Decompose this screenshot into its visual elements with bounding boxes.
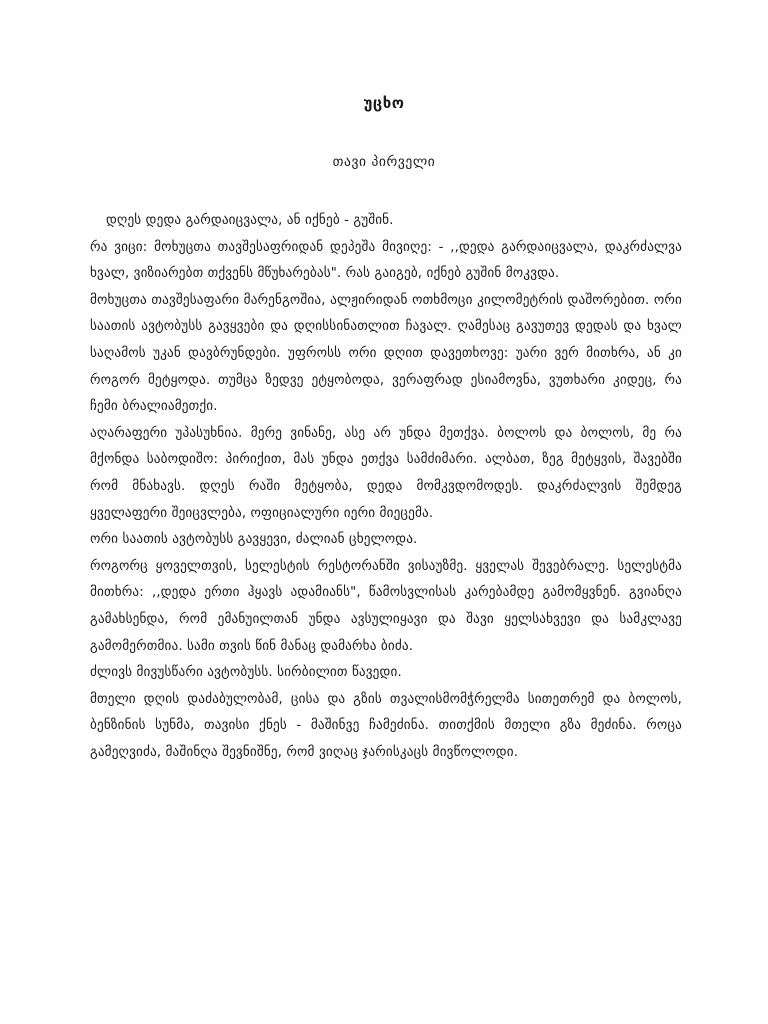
paragraph: როგორც ყოველთვის, სელესტის რესტორანში ვისაუზმე. ყველას შევებრალე. სელესტმა მითხრა: ,,დედა ერთი ჰყავს ადამიანს", წამოსვლისას კარებამდე გამომყვნენ. გვიანღა გამახსენდა, რომ ემანუილთან უნდა ავსულიყავი და შავი ყელსახვევი და სამკლავე გამომერთმია. სამი თვის წინ მანაც დამარხა ბიძა.	[90, 558, 682, 654]
paragraph: ორი საათის ავტობუსს გავყევი, ძალიან ცხელოდა.	[90, 532, 418, 548]
paragraph: ძლივს მივუსწარი ავტობუსს. სირბილით წავედი.	[90, 665, 402, 681]
paragraph: აღარაფერი უპასუხნია. მერე ვინანე, ასე არ უნდა მეთქვა. ბოლოს და ბოლოს, მე რა მქონდა საბოდიშო: პირიქით, მას უნდა ეთქვა სამძიმარი. ალბათ, ზეგ მეტყვის, შავებში რომ მნახავს. დღეს რაში მეტყობა, დედა მომკვდომოდეს. დაკრძალვის შემდეგ ყველაფერი შეიცვლება, ოფიციალური იერი მიეცემა.	[90, 425, 682, 521]
paragraph: რა ვიცი: მოხუცთა თავშესაფრიდან დეპეშა მივიღე: - ,,დედა გარდაიცვალა, დაკრძალვა ხვალ, ვიზიარებთ თქვენს მწუხარებას". რას გაიგებ, იქნებ გუშინ მოკვდა.	[90, 239, 682, 282]
paragraph: მოხუცთა თავშესაფარი მარენგოშია, ალჟირიდან ოთხმოცი კილომეტრის დაშორებით. ორი საათის ავტობუსს გავყვები და დღისსინათლით ჩავალ. ღამესაც გავუთევ დედას და ხვალ საღამოს უკან დავბრუნდები. უფროსს ორი დღით დავეთხოვე: უარი ვერ მითხრა, ან კი როგორ მეტყოდა. თუმცა ზედვე ეტყობოდა, ვერაფრად ესიამოვნა, ვუთხარი კიდეც, რა ჩემი ბრალიამეთქი.	[90, 292, 682, 415]
paragraph: მთელი დღის დაძაბულობამ, ცისა და გზის თვალისმომჭრელმა სითეთრემ და ბოლოს, ბენზინის სუნმა, თავისი ქნეს - მაშინვე ჩამეძინა. თითქმის მთელი გზა მეძინა. როცა გამეღვიძა, მაშინღა შევნიშნე, რომ ვიღაც ჯარისკაცს მივწოლოდი.	[90, 691, 682, 760]
chapter-heading: თავი პირველი	[332, 154, 436, 170]
paragraph: დღეს დედა გარდაიცვალა, ან იქნებ - გუშინ.	[106, 213, 394, 228]
document-body	[90, 208, 682, 766]
document-title: უცხო	[363, 94, 405, 112]
